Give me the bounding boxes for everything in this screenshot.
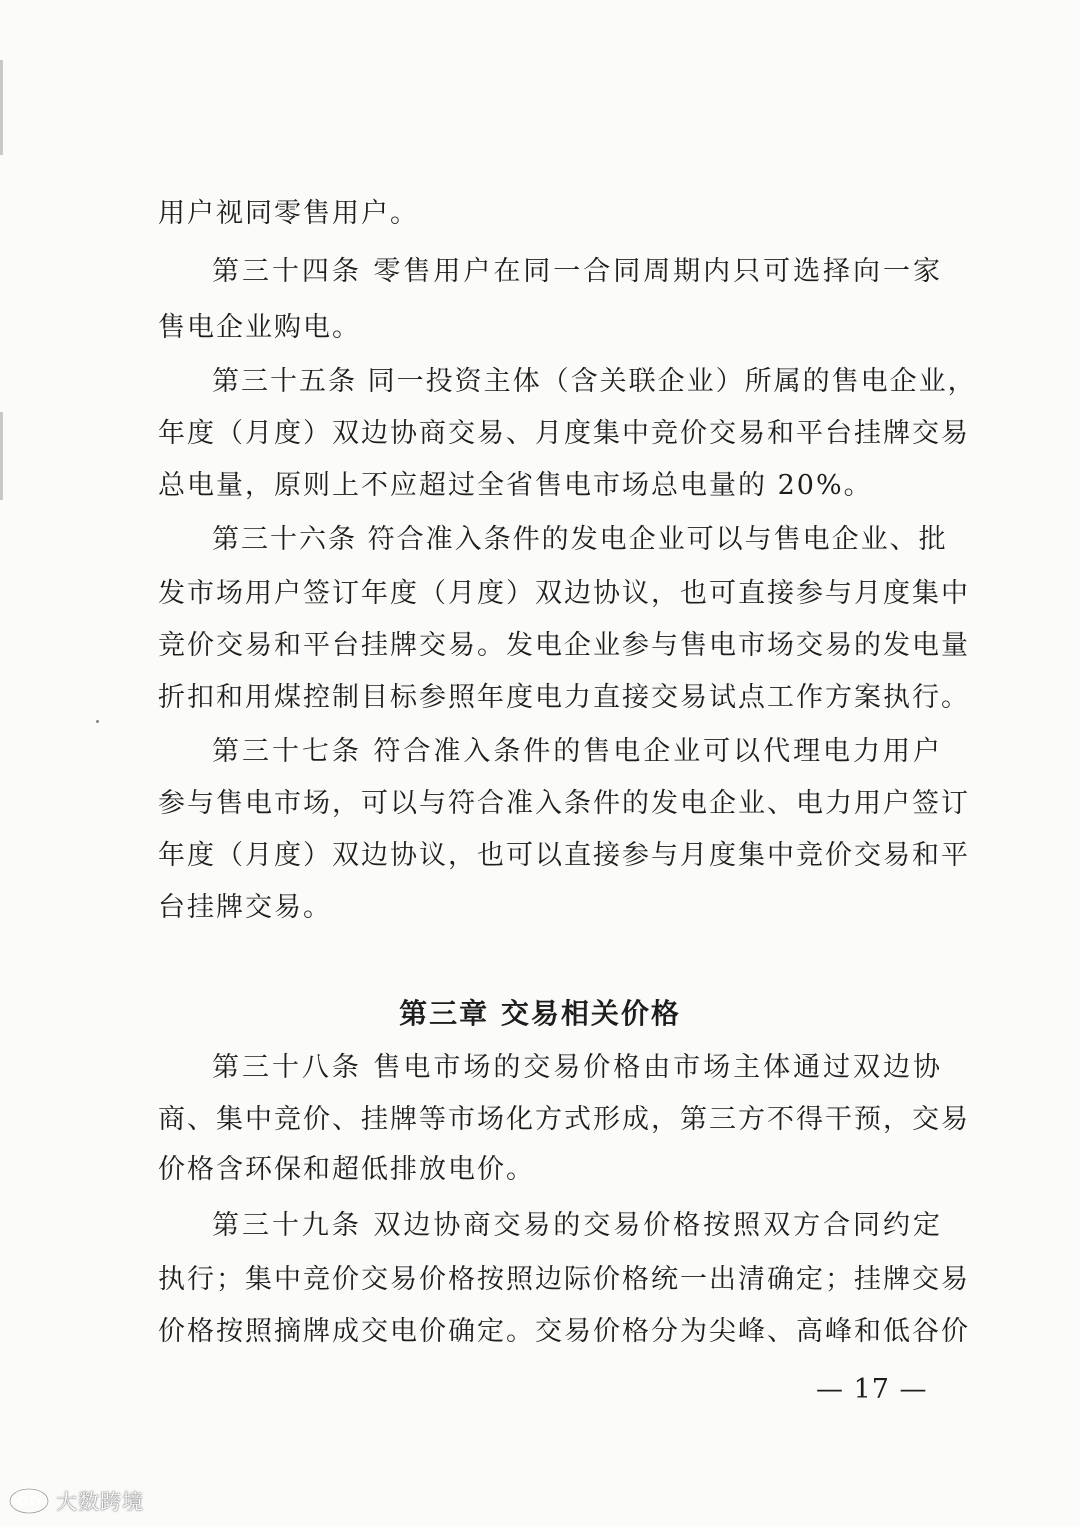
article-37-line: 第三十七条 符合准入条件的售电企业可以代理电力用户 — [212, 736, 942, 767]
watermark — [8, 1486, 144, 1516]
text-line: 价格按照摘牌成交电价确定。交易价格分为尖峰、高峰和低谷价 — [158, 1316, 970, 1347]
text-line: 用户视同零售用户。 — [158, 198, 419, 229]
scan-edge-mark — [0, 412, 3, 500]
scan-edge-mark — [0, 60, 3, 155]
text-line: 商、集中竞价、挂牌等市场化方式形成，第三方不得干预，交易 — [158, 1104, 970, 1135]
article-34-line: 第三十四条 零售用户在同一合同周期内只可选择向一家 — [212, 256, 942, 287]
watermark-text: 大数跨境 — [56, 1490, 144, 1514]
text-line: 价格含环保和超低排放电价。 — [158, 1154, 535, 1185]
text-line: 售电企业购电。 — [158, 312, 361, 343]
text-line: 总电量，原则上不应超过全省售电市场总电量的 20%。 — [158, 470, 873, 501]
watermark-logo-icon — [8, 1486, 50, 1516]
text-line: 发市场用户签订年度（月度）双边协议，也可直接参与月度集中 — [158, 578, 970, 609]
article-38-line: 第三十八条 售电市场的交易价格由市场主体通过双边协 — [212, 1052, 942, 1083]
text-line: 台挂牌交易。 — [158, 892, 332, 923]
text-line: 参与售电市场，可以与符合准入条件的发电企业、电力用户签订 — [158, 788, 970, 819]
article-35-line: 第三十五条 同一投资主体（含关联企业）所属的售电企业， — [212, 366, 977, 397]
text-line: 执行；集中竞价交易价格按照边际价格统一出清确定；挂牌交易 — [158, 1264, 970, 1295]
page-number: — 17 — — [816, 1374, 928, 1405]
chapter-heading: 第三章 交易相关价格 — [399, 997, 681, 1030]
article-39-line: 第三十九条 双边协商交易的交易价格按照双方合同约定 — [212, 1210, 942, 1241]
text-line: 年度（月度）双边协商交易、月度集中竞价交易和平台挂牌交易 — [158, 418, 970, 449]
text-line: 年度（月度）双边协议，也可以直接参与月度集中竞价交易和平 — [158, 840, 970, 871]
text-line: 竞价交易和平台挂牌交易。发电企业参与售电市场交易的发电量 — [158, 630, 970, 661]
text-line: 折扣和用煤控制目标参照年度电力直接交易试点工作方案执行。 — [158, 682, 970, 713]
article-36-line: 第三十六条 符合准入条件的发电企业可以与售电企业、批 — [212, 524, 948, 555]
scan-speck — [96, 720, 99, 723]
